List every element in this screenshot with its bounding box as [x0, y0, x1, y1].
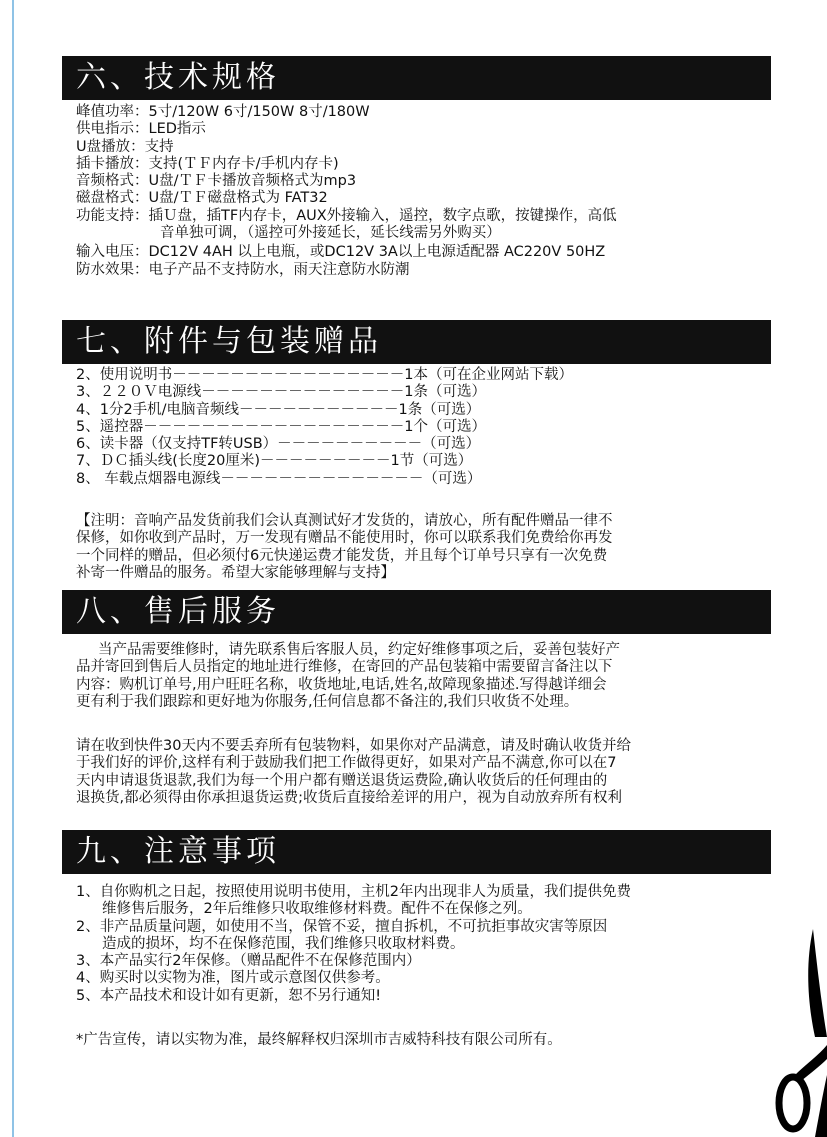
note-line: 补寄一件赠品的服务。希望大家能够理解与支持】: [76, 564, 395, 581]
after-sales-paragraph-1: [76, 642, 776, 711]
section-7-title: 七、附件与包装赠品: [62, 320, 771, 364]
paragraph-line: 于我们好的评价,这样有利于鼓励我们把工作做得更好，如果对产品不满意,你可以在7: [76, 755, 617, 772]
section-8-title: 八、售后服务: [62, 590, 771, 634]
margin-line: [12, 0, 14, 1137]
accessory-item: 8、 车载点烟器电源线－－－－－－－－－－－－－－（可选）: [76, 470, 482, 487]
paragraph-line: 内容：购机订单号,用户旺旺名称，收货地址,电话,姓名,故障现象描述.写得越详细会: [76, 676, 607, 693]
accessory-item: 4、1分2手机/电脑音频线－－－－－－－－－－－1条（可选）: [76, 401, 481, 418]
specs-list: [76, 104, 776, 279]
accessory-item: 2、使用说明书－－－－－－－－－－－－－－－－1本（可在企业网站下载）: [76, 367, 573, 383]
paragraph-line: 更有利于我们跟踪和更好地为你服务,任何信息都不备注的,我们只收货不处理。: [76, 693, 579, 710]
notice-item: 3、本产品实行2年保修。（赠品配件不在保修范围内）: [76, 953, 421, 970]
notice-item: 1、自你购机之日起，按照使用说明书使用，主机2年内出现非人为质量，我们提供免费: [76, 884, 631, 900]
spec-functions: 功能支持：插Ｕ盘，插TF内存卡，AUX外接输入，遥控，数字点歌，按键操作，高低: [76, 207, 617, 224]
note-line: 一个同样的赠品，但必须付6元快递运费才能发货，并且每个订单号只享有一次免费: [76, 547, 608, 564]
paragraph-line: 请在收到快件30天内不要丢弃所有包装物料，如果你对产品满意，请及时确认收货并给: [76, 738, 631, 754]
scissors-icon: [775, 925, 827, 1137]
notice-item-cont: 造成的损坏，均不在保修范围，我们维修只收取材料费。: [102, 935, 465, 952]
accessories-list: [76, 367, 776, 488]
spec-input-voltage: 输入电压：DC12V 4AH 以上电瓶，或DC12V 3A以上电源适配器 AC220V 50HZ: [76, 244, 606, 261]
accessory-item: 5、遥控器－－－－－－－－－－－－－－－－－－1个（可选）: [76, 418, 486, 435]
after-sales-paragraph-2: [76, 738, 776, 807]
spec-functions-cont: 音单独可调，（遥控可外接延长，延长线需另外购买）: [160, 225, 501, 242]
spec-power-indicator: 供电指示：LED指示: [76, 121, 206, 138]
spec-waterproof: 防水效果：电子产品不支持防水，雨天注意防水防潮: [76, 261, 410, 278]
note-line: 保修，如你收到产品时，万一发现有赠品不能使用时，你可以联系我们免费给你再发: [76, 530, 613, 547]
accessory-item: 3、２２０Ｖ电源线－－－－－－－－－－－－－－1条（可选）: [76, 384, 486, 401]
accessory-item: 7、ＤＣ插头线(长度20厘米)－－－－－－－－－1节（可选）: [76, 453, 473, 470]
paragraph-line: 退换货,都必须得由你承担退货运费;收货后直接给差评的用户，视为自动放弃所有权利: [76, 789, 622, 806]
notice-item-cont: 维修售后服务，2年后维修只收取维修材料费。配件不在保修之列。: [102, 901, 532, 918]
notice-item: 4、购买时以实物为准，图片或示意图仅供参考。: [76, 970, 390, 987]
spec-disk-format: 磁盘格式：U盘/ＴＦ磁盘格式为 FAT32: [76, 190, 328, 207]
spec-audio-format: 音频格式：U盘/ＴＦ卡播放音频格式为mp3: [76, 173, 357, 190]
spec-usb-play: U盘播放：支持: [76, 138, 174, 155]
spec-peak-power: 峰值功率：5寸/120W 6寸/150W 8寸/180W: [76, 104, 370, 120]
notice-item: 2、非产品质量问题，如使用不当，保管不妥，擅自拆机，不可抗拒事故灾害等原因: [76, 918, 608, 935]
paragraph-line: 品并寄回到售后人员指定的地址进行维修，在寄回的产品包装箱中需要留言备注以下: [76, 659, 613, 676]
paragraph-line: 天内申请退货退款,我们为每一个用户都有赠送退货运费险,确认收货后的任何理由的: [76, 772, 608, 789]
spec-card-play: 插卡播放：支持(ＴＦ内存卡/手机内存卡): [76, 155, 339, 172]
notes-list: [76, 884, 776, 1005]
section-9-title: 九、注意事项: [62, 830, 771, 874]
footer-disclaimer: [76, 1032, 776, 1049]
accessory-item: 6、读卡器（仅支持TF转USB）－－－－－－－－－－（可选）: [76, 436, 481, 453]
disclaimer-text: *广告宣传，请以实物为准，最终解释权归深圳市吉威特科技有限公司所有。: [76, 1032, 562, 1048]
notice-item: 5、本产品技术和设计如有更新，恕不另行通知!: [76, 987, 382, 1004]
accessories-note: [76, 513, 776, 582]
paragraph-line: 当产品需要维修时，请先联系售后客服人员，约定好维修事项之后，妥善包装好产: [98, 642, 620, 658]
note-line: 【注明：音响产品发货前我们会认真测试好才发货的，请放心，所有配件赠品一律不: [76, 513, 613, 529]
section-6-title: 六、技术规格: [62, 56, 771, 100]
